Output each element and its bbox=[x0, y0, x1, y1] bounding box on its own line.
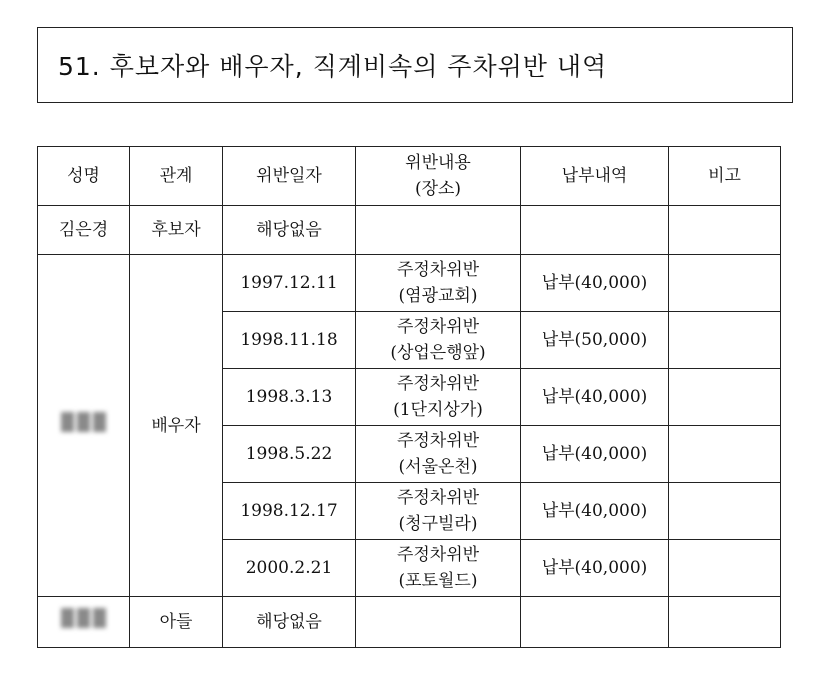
violation-content bbox=[356, 540, 521, 597]
violation-content bbox=[356, 312, 521, 369]
violation-content bbox=[356, 483, 521, 540]
violation-type: 주정차위반 bbox=[396, 545, 480, 565]
table-row bbox=[38, 597, 781, 648]
violation-payment: 납부(40,000) bbox=[521, 369, 669, 426]
son-relation: 아들 bbox=[130, 597, 223, 648]
header-content-line1: 위반내용 bbox=[405, 153, 471, 173]
table-header-row bbox=[38, 147, 781, 206]
son-date: 해당없음 bbox=[223, 597, 356, 648]
violation-place: (포토월드) bbox=[398, 571, 478, 591]
parking-violation-table bbox=[37, 146, 781, 648]
table-row bbox=[38, 255, 781, 312]
spouse-name-redacted bbox=[38, 255, 130, 597]
table-row bbox=[38, 206, 781, 255]
violation-place: (1단지상가) bbox=[393, 400, 483, 420]
violation-place: (서울온천) bbox=[398, 457, 478, 477]
violation-content bbox=[356, 426, 521, 483]
violation-date: 1998.11.18 bbox=[223, 312, 356, 369]
violation-type: 주정차위반 bbox=[396, 431, 480, 451]
violation-payment: 납부(40,000) bbox=[521, 255, 669, 312]
header-payment: 납부내역 bbox=[521, 147, 669, 206]
violation-payment: 납부(50,000) bbox=[521, 312, 669, 369]
header-content-line2: (장소) bbox=[414, 179, 462, 199]
redacted-name-blur bbox=[61, 412, 106, 432]
candidate-date: 해당없음 bbox=[223, 206, 356, 255]
header-relation: 관계 bbox=[130, 147, 223, 206]
violation-type: 주정차위반 bbox=[396, 317, 480, 337]
header-content bbox=[356, 147, 521, 206]
violation-place: (염광교회) bbox=[398, 286, 478, 306]
violation-payment: 납부(40,000) bbox=[521, 426, 669, 483]
violation-payment: 납부(40,000) bbox=[521, 483, 669, 540]
redacted-name-blur bbox=[61, 608, 106, 628]
header-date: 위반일자 bbox=[223, 147, 356, 206]
header-name: 성명 bbox=[38, 147, 130, 206]
violation-type: 주정차위반 bbox=[396, 374, 480, 394]
candidate-relation: 후보자 bbox=[130, 206, 223, 255]
violation-place: (상업은행앞) bbox=[390, 343, 486, 363]
violation-date: 1997.12.11 bbox=[223, 255, 356, 312]
violation-type: 주정차위반 bbox=[396, 488, 480, 508]
violation-content bbox=[356, 255, 521, 312]
spouse-relation: 배우자 bbox=[130, 255, 223, 597]
violation-date: 1998.3.13 bbox=[223, 369, 356, 426]
page-title: 51. 후보자와 배우자, 직계비속의 주차위반 내역 bbox=[37, 27, 793, 103]
violation-content bbox=[356, 369, 521, 426]
violation-type: 주정차위반 bbox=[396, 260, 480, 280]
violation-payment: 납부(40,000) bbox=[521, 540, 669, 597]
violation-date: 1998.5.22 bbox=[223, 426, 356, 483]
violation-date: 1998.12.17 bbox=[223, 483, 356, 540]
violation-place: (청구빌라) bbox=[398, 514, 478, 534]
son-name-redacted bbox=[38, 597, 130, 648]
candidate-name: 김은경 bbox=[38, 206, 130, 255]
header-remarks: 비고 bbox=[669, 147, 781, 206]
violation-date: 2000.2.21 bbox=[223, 540, 356, 597]
